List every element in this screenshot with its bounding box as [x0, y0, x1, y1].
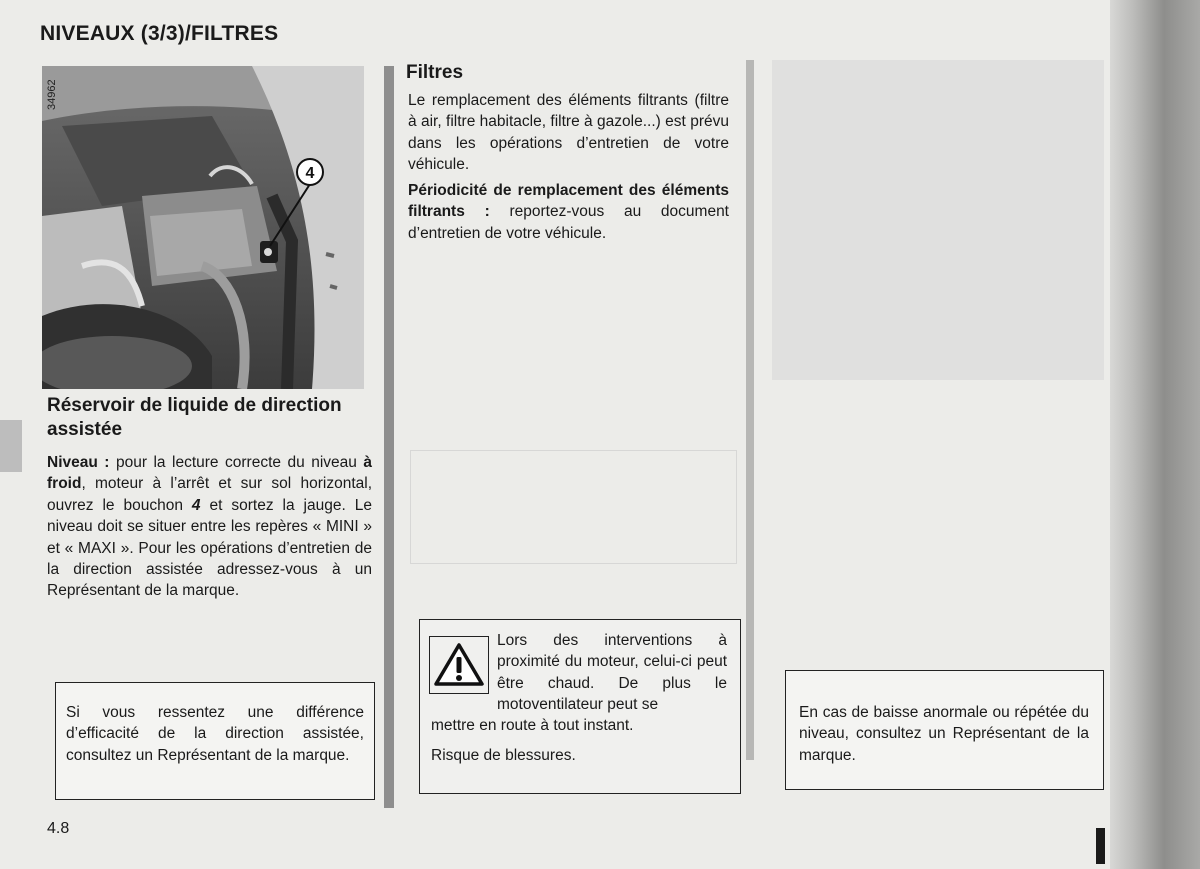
periodicite-label: Périodicité de remplacement des éléments filtrants : [408, 182, 729, 221]
note-text-niveau: En cas de baisse anormale ou répétée du niveau, consultez un Représentant de la marque. [799, 704, 1089, 764]
warning-text-2: mettre en route à tout instant. [431, 717, 634, 734]
page-edge-marker [1096, 828, 1105, 864]
page-number: 4.8 [47, 820, 70, 837]
reservoir-paragraph [47, 452, 372, 602]
section-heading-reservoir: Réservoir de liquide de direction assistée [47, 395, 342, 440]
reservoir-text-3: et sortez la jauge. Le niveau doit se situer entre les repères « MINI » et « MAXI ». Pour les opérations d’entretien de la direction assistée adressez-vous à un Représentant de la marque. [47, 496, 372, 600]
column-divider-bar-right [746, 60, 754, 760]
warning-text-1: Lors des interventions à proximité du moteur, celui-ci peut être chaud. De plus le motoventilateur peut se [497, 632, 727, 714]
engine-illustration [42, 66, 364, 389]
ghost-box [410, 450, 737, 564]
photo-reference-code: 34962 [46, 79, 58, 110]
engine-photo [42, 66, 364, 389]
note-text-direction: Si vous ressentez une différence d’efficacité de la direction assistée, consultez un Représentant de la marque. [66, 704, 364, 764]
periodicite-paragraph [408, 180, 729, 244]
page-fold-shadow [1110, 0, 1200, 869]
note-box-direction [55, 682, 375, 800]
warning-box [419, 619, 741, 794]
column-divider-bar [384, 66, 394, 808]
page-title: NIVEAUX (3/3)/FILTRES [40, 22, 279, 45]
reservoir-text-1: pour la lecture correcte du niveau [109, 454, 364, 471]
section-tab-marker [0, 420, 22, 472]
bouchon-number: 4 [191, 496, 201, 514]
note-box-niveau [785, 670, 1104, 790]
reservoir-text-2: , moteur à l’arrêt et sur sol horizontal, ouvrez le bouchon [47, 475, 372, 514]
callout-number: 4 [305, 165, 315, 182]
froid-emphasis: à froid [47, 454, 372, 493]
filtres-paragraph: Le remplacement des éléments filtrants (filtre à air, filtre habitacle, filtre à gazole...) est prévu dans les opérations d’entretien de votre véhicule. [408, 92, 729, 174]
warning-text-3: Risque de blessures. [431, 747, 576, 764]
ghost-image [772, 60, 1104, 380]
warning-icon-frame [429, 636, 489, 694]
periodicite-text: reportez-vous au document d’entretien de votre véhicule. [408, 203, 729, 242]
section-heading-filtres: Filtres [406, 62, 464, 83]
niveau-label: Niveau : [47, 454, 110, 471]
warning-triangle-icon [430, 637, 488, 693]
